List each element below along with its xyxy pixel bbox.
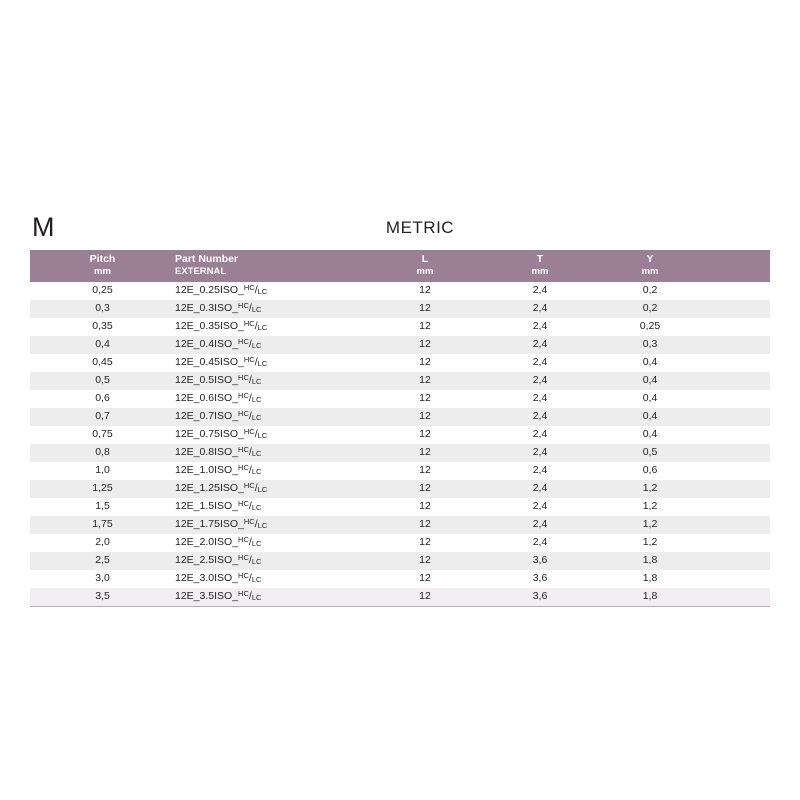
part-number-prefix: 12E_3.0ISO_ (175, 572, 239, 584)
cell-spacer (705, 480, 770, 498)
cell-pitch: 0,6 (30, 390, 175, 408)
table-row (30, 462, 770, 480)
part-number-prefix: 12E_0.45ISO_ (175, 356, 244, 368)
column-header-l (365, 250, 485, 282)
part-number-superscript: HC (238, 589, 249, 598)
cell-part-number (175, 480, 365, 498)
cell-y: 1,2 (595, 516, 705, 534)
part-number-prefix: 12E_0.3ISO_ (175, 302, 239, 314)
part-number-prefix: 12E_2.5ISO_ (175, 554, 239, 566)
cell-t: 2,4 (485, 426, 595, 444)
column-header-l-unit: mm (416, 266, 434, 278)
cell-t: 2,4 (485, 354, 595, 372)
table-row (30, 498, 770, 516)
cell-pitch: 3,0 (30, 570, 175, 588)
cell-y: 0,25 (595, 318, 705, 336)
column-header-y (595, 250, 705, 282)
cell-l: 12 (365, 300, 485, 318)
part-number-slash: / (248, 590, 252, 602)
part-number-prefix: 12E_0.75ISO_ (175, 428, 244, 440)
cell-l: 12 (365, 498, 485, 516)
cell-y: 1,2 (595, 534, 705, 552)
part-number-subscript: LC (251, 413, 262, 422)
cell-spacer (705, 552, 770, 570)
part-number-superscript: HC (243, 481, 255, 490)
part-number-prefix: 12E_1.0ISO_ (175, 464, 239, 476)
cell-t: 3,6 (485, 570, 595, 588)
cell-y: 1,2 (595, 480, 705, 498)
part-number-superscript: HC (238, 301, 249, 310)
column-header-t (485, 250, 595, 282)
cell-pitch: 0,25 (30, 282, 175, 300)
cell-spacer (705, 516, 770, 534)
part-number-superscript: HC (243, 355, 255, 364)
part-number-slash: / (248, 392, 252, 404)
cell-y: 0,5 (595, 444, 705, 462)
cell-l: 12 (365, 354, 485, 372)
part-number-subscript: LC (257, 485, 268, 494)
cell-y: 0,3 (595, 336, 705, 354)
part-number-prefix: 12E_0.35ISO_ (175, 320, 244, 332)
cell-part-number (175, 516, 365, 534)
table-row (30, 480, 770, 498)
part-number-subscript: LC (257, 521, 268, 530)
part-number-prefix: 12E_0.6ISO_ (175, 392, 239, 404)
part-number-superscript: HC (238, 391, 249, 400)
table-row (30, 588, 770, 606)
table-row (30, 408, 770, 426)
cell-y: 0,4 (595, 426, 705, 444)
part-number-slash: / (248, 500, 252, 512)
table-row (30, 444, 770, 462)
column-header-pitch (30, 250, 175, 282)
part-number-prefix: 12E_0.7ISO_ (175, 410, 239, 422)
cell-pitch: 0,3 (30, 300, 175, 318)
metric-table-block (30, 212, 770, 607)
cell-part-number (175, 426, 365, 444)
cell-y: 0,4 (595, 354, 705, 372)
cell-part-number (175, 390, 365, 408)
part-number-subscript: LC (251, 395, 262, 404)
cell-spacer (705, 462, 770, 480)
part-number-superscript: HC (238, 463, 249, 472)
table-row (30, 426, 770, 444)
column-header-y-unit: mm (641, 266, 659, 278)
cell-l: 12 (365, 462, 485, 480)
table-row (30, 318, 770, 336)
cell-y: 0,2 (595, 300, 705, 318)
table-row (30, 516, 770, 534)
cell-pitch: 3,5 (30, 588, 175, 606)
cell-part-number (175, 552, 365, 570)
cell-pitch: 0,8 (30, 444, 175, 462)
cell-part-number (175, 588, 365, 606)
part-number-slash: / (254, 518, 258, 530)
table-row (30, 282, 770, 300)
part-number-slash: / (248, 536, 252, 548)
cell-spacer (705, 390, 770, 408)
cell-l: 12 (365, 534, 485, 552)
cell-pitch: 0,45 (30, 354, 175, 372)
cell-y: 0,4 (595, 408, 705, 426)
table-row (30, 354, 770, 372)
column-header-t-label: T (536, 253, 544, 265)
part-number-slash: / (248, 302, 252, 314)
cell-pitch: 0,7 (30, 408, 175, 426)
cell-l: 12 (365, 318, 485, 336)
cell-spacer (705, 354, 770, 372)
cell-spacer (705, 570, 770, 588)
part-number-subscript: LC (251, 377, 262, 386)
cell-t: 2,4 (485, 516, 595, 534)
cell-spacer (705, 426, 770, 444)
table-body (30, 282, 770, 606)
part-number-superscript: HC (238, 337, 249, 346)
cell-y: 0,4 (595, 372, 705, 390)
cell-t: 2,4 (485, 462, 595, 480)
cell-t: 3,6 (485, 588, 595, 606)
column-header-spacer (705, 250, 770, 282)
column-header-y-label: Y (646, 253, 654, 265)
cell-spacer (705, 588, 770, 606)
cell-l: 12 (365, 282, 485, 300)
part-number-subscript: LC (257, 287, 268, 296)
cell-pitch: 0,4 (30, 336, 175, 354)
part-number-superscript: HC (238, 535, 249, 544)
part-number-subscript: LC (251, 539, 262, 548)
cell-y: 0,4 (595, 390, 705, 408)
cell-spacer (705, 300, 770, 318)
part-number-subscript: LC (257, 323, 268, 332)
cell-l: 12 (365, 588, 485, 606)
part-number-slash: / (254, 356, 258, 368)
part-number-subscript: LC (251, 503, 262, 512)
cell-part-number (175, 570, 365, 588)
part-number-subscript: LC (257, 359, 268, 368)
table-title-row (30, 212, 770, 250)
part-number-subscript: LC (251, 449, 262, 458)
cell-t: 2,4 (485, 300, 595, 318)
cell-l: 12 (365, 480, 485, 498)
part-number-prefix: 12E_0.25ISO_ (175, 284, 244, 296)
cell-y: 1,8 (595, 588, 705, 606)
cell-pitch: 0,5 (30, 372, 175, 390)
column-header-part-number (175, 250, 365, 282)
part-number-slash: / (254, 320, 258, 332)
cell-spacer (705, 408, 770, 426)
cell-pitch: 1,75 (30, 516, 175, 534)
table-row (30, 570, 770, 588)
cell-l: 12 (365, 372, 485, 390)
part-number-superscript: HC (243, 319, 255, 328)
cell-t: 2,4 (485, 408, 595, 426)
cell-spacer (705, 498, 770, 516)
part-number-superscript: HC (238, 373, 249, 382)
cell-l: 12 (365, 516, 485, 534)
page-title: METRIC (385, 218, 455, 237)
part-number-slash: / (254, 284, 258, 296)
cell-pitch: 2,5 (30, 552, 175, 570)
table-bottom-rule (30, 606, 770, 607)
table-row (30, 534, 770, 552)
table-row (30, 336, 770, 354)
cell-spacer (705, 444, 770, 462)
cell-l: 12 (365, 426, 485, 444)
column-header-l-label: L (421, 253, 429, 265)
cell-part-number (175, 372, 365, 390)
cell-t: 2,4 (485, 498, 595, 516)
table-row (30, 300, 770, 318)
metric-spec-table (30, 250, 770, 606)
part-number-prefix: 12E_1.25ISO_ (175, 482, 244, 494)
part-number-slash: / (248, 374, 252, 386)
cell-y: 1,8 (595, 570, 705, 588)
cell-t: 3,6 (485, 552, 595, 570)
part-number-superscript: HC (238, 445, 249, 454)
cell-y: 0,2 (595, 282, 705, 300)
column-header-pitch-unit: mm (94, 266, 111, 278)
cell-part-number (175, 282, 365, 300)
cell-spacer (705, 372, 770, 390)
section-letter: M (32, 212, 55, 242)
cell-part-number (175, 354, 365, 372)
column-header-t-unit: mm (531, 266, 549, 278)
cell-t: 2,4 (485, 336, 595, 354)
cell-t: 2,4 (485, 318, 595, 336)
part-number-slash: / (248, 554, 252, 566)
cell-part-number (175, 462, 365, 480)
cell-t: 2,4 (485, 282, 595, 300)
cell-pitch: 1,5 (30, 498, 175, 516)
part-number-subscript: LC (251, 341, 262, 350)
part-number-superscript: HC (243, 427, 255, 436)
part-number-slash: / (248, 338, 252, 350)
cell-t: 2,4 (485, 390, 595, 408)
cell-spacer (705, 336, 770, 354)
cell-part-number (175, 408, 365, 426)
cell-part-number (175, 318, 365, 336)
table-row (30, 390, 770, 408)
part-number-slash: / (248, 446, 252, 458)
cell-part-number (175, 300, 365, 318)
part-number-slash: / (254, 428, 258, 440)
part-number-superscript: HC (238, 409, 249, 418)
column-header-part-number-sub: EXTERNAL (175, 266, 227, 278)
cell-l: 12 (365, 408, 485, 426)
cell-t: 2,4 (485, 534, 595, 552)
part-number-prefix: 12E_1.5ISO_ (175, 500, 239, 512)
cell-part-number (175, 534, 365, 552)
cell-l: 12 (365, 552, 485, 570)
column-header-pitch-label: Pitch (89, 253, 116, 265)
table-row (30, 552, 770, 570)
part-number-prefix: 12E_1.75ISO_ (175, 518, 244, 530)
part-number-subscript: LC (257, 431, 268, 440)
part-number-superscript: HC (243, 283, 255, 292)
table-row (30, 372, 770, 390)
cell-pitch: 0,35 (30, 318, 175, 336)
cell-l: 12 (365, 570, 485, 588)
header-row (30, 250, 770, 282)
cell-pitch: 1,0 (30, 462, 175, 480)
cell-spacer (705, 318, 770, 336)
part-number-prefix: 12E_2.0ISO_ (175, 536, 239, 548)
part-number-superscript: HC (243, 517, 255, 526)
cell-spacer (705, 282, 770, 300)
column-header-part-number-label: Part Number (175, 253, 239, 265)
part-number-slash: / (248, 572, 252, 584)
cell-pitch: 1,25 (30, 480, 175, 498)
part-number-subscript: LC (251, 575, 262, 584)
cell-t: 2,4 (485, 372, 595, 390)
cell-t: 2,4 (485, 480, 595, 498)
cell-pitch: 2,0 (30, 534, 175, 552)
cell-y: 1,2 (595, 498, 705, 516)
cell-part-number (175, 498, 365, 516)
part-number-slash: / (254, 482, 258, 494)
part-number-slash: / (248, 410, 252, 422)
cell-l: 12 (365, 390, 485, 408)
table-header (30, 250, 770, 282)
part-number-superscript: HC (238, 499, 249, 508)
part-number-subscript: LC (251, 557, 262, 566)
part-number-prefix: 12E_0.5ISO_ (175, 374, 239, 386)
cell-y: 0,6 (595, 462, 705, 480)
part-number-prefix: 12E_3.5ISO_ (175, 590, 239, 602)
cell-part-number (175, 444, 365, 462)
cell-y: 1,8 (595, 552, 705, 570)
part-number-superscript: HC (238, 553, 249, 562)
cell-pitch: 0,75 (30, 426, 175, 444)
part-number-subscript: LC (251, 305, 262, 314)
part-number-prefix: 12E_0.8ISO_ (175, 446, 239, 458)
part-number-slash: / (248, 464, 252, 476)
cell-part-number (175, 336, 365, 354)
part-number-subscript: LC (251, 593, 262, 602)
part-number-prefix: 12E_0.4ISO_ (175, 338, 239, 350)
cell-l: 12 (365, 444, 485, 462)
cell-t: 2,4 (485, 444, 595, 462)
cell-spacer (705, 534, 770, 552)
part-number-superscript: HC (238, 571, 249, 580)
cell-l: 12 (365, 336, 485, 354)
part-number-subscript: LC (251, 467, 262, 476)
